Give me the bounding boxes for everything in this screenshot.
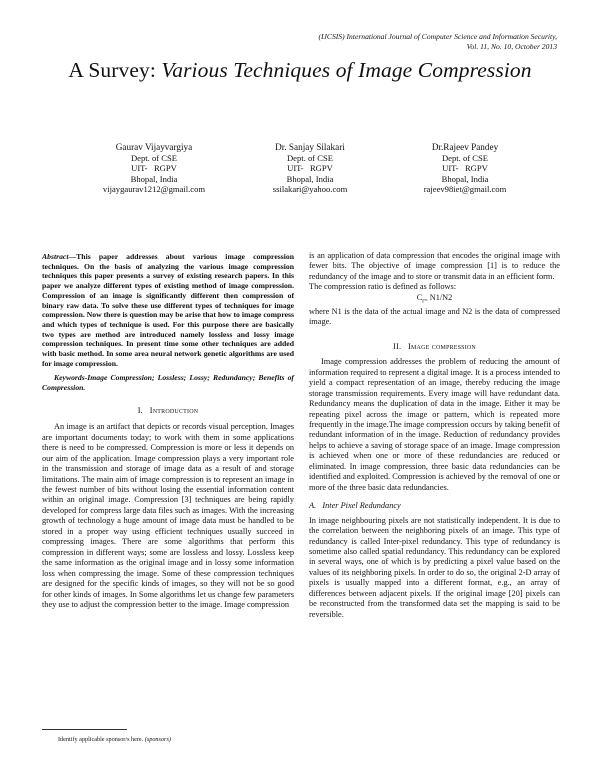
author-block-2 [230,142,390,195]
author-name: Dr.Rajeev Pandey [431,142,499,152]
author-dept: Dept. of CSE [130,152,178,163]
image-compression-body: Image compression addresses the problem of reducing the amount of information required to represent a digital image. It is a process intended to yield a compact representation of an image, thereby reducing the image storage transmission requirements. Every image will have redundant data. Redundancy means the duplication of data in the image. Either it may be repeating pixel across the image or pattern, which is repeated more frequently in the image.The image compression occurs by taking benefit of redundant information of in the image. Reduction of redundancy provides helps to achieve a saving of storage space of an image. Image compression is achieved when one or more of these redundancies are reduced or eliminated. In image compression, three basic data redundancies can be identified and exploited. Compression is achieved by the removal of one or more of the three basic data redundancies. [309,357,560,492]
author-inst: UIT- RGPV [287,163,333,174]
author-name: Dr. Sanjay Silakari [275,142,345,152]
compression-ratio-line: The compression ratio is defined as follows: [309,282,457,292]
introduction-body: An image is an artifact that depicts or records visual perception. Images are important documents today; to work with them in some applications there is need to be compressed. Compression is more or less it depends on our aim of the application. Image compression plays a very important role in the transmission and storage of image data as a result of and storage limitations. The main aim of image compression is to represent an image in the fewest number of bits without losing the essential information content within an original image. Compression [3] techniques are being rapidly developed for compress large data files such as images. With the increasing growth of technology a huge amount of image data must be handled to be stored in a proper way using efficient techniques usually succeed in compressing images. There are some algorithms that perform this compression in different ways; some are lossless and lossy. Lossless keep the same information as the original image and in lossy some information loss when compressing the image. Some of these compression techniques are designed for the specific kinds of images, so they will not be so good for other kinds of images. In Some algorithms let us change few parameters they use to adjust the compression better to the image. Image compression [42,422,294,609]
keywords: Keywords-Image Compression; Lossless; Lossy; Redundancy; Benefits of Compression. [42,373,294,393]
author-email: rajeev98iet@gmail.com [423,184,507,195]
title-prefix: A Survey: [68,58,156,82]
author-dept: Dept. of CSE [441,152,489,163]
abstract [42,252,294,368]
abstract-label: Abstract [42,252,69,261]
footnote-rule [42,729,127,730]
paper-title [0,58,600,83]
author-dept: Dept. of CSE [286,152,334,163]
section-heading-image-compression: II. Image compression [393,341,476,351]
introduction-continued: is an application of data compression that encodes the original image with fewer bits. The objective of image compression [1] is to reduce the redundancy of the image and to store or transmit data in an efficient form. [309,251,560,281]
journal-name: (IJCSIS) International Journal of Computer Science and Information Security, [318,32,557,41]
author-email: vijaygaurav1212@gmail.com [102,184,206,195]
subsection-heading-inter-pixel: A. Inter Pixel Redundancy [309,501,401,511]
abstract-text: —This paper addresses about various image compression techniques. On the basis of analyzing the various image compression techniques this paper presents a survey of existing research papers. In this paper we analyze different types of existing method of image compression. Compression of an image is significantly different then compression of binary raw data. To solve these use different types of techniques for image compression. Now there is question may be arise that how to image compress and which types of technique is used. For this purpose there are basically two types are method are introduced namely lossless and lossy image compression techniques. In present time some other techniques are added with basic method. In some area neural network genetic algorithms are used for image compression. [42,252,294,368]
author-city: Bhopal, India [130,173,178,184]
compression-ratio-formula: $C_{r=}$ N1/N2 [416,292,453,305]
author-block-3 [385,142,545,195]
section-heading-introduction: I. Introduction [137,405,199,415]
author-inst: UIT- RGPV [442,163,488,174]
footnote [58,736,298,743]
footnote-text: Identify applicable sponsor/s here. [58,736,144,743]
author-block-1 [74,142,234,195]
author-inst: UIT- RGPV [131,163,177,174]
author-city: Bhopal, India [286,173,334,184]
journal-header [250,32,557,52]
author-email: ssilakari@yahoo.com [272,184,348,195]
author-name: Gaurav Vijayvargiya [115,142,193,152]
inter-pixel-body: In image neighbouring pixels are not statistically independent. It is due to the correlation between the neighboring pixels of an image. This type of redundancy is called Inter-pixel redundancy. This type of redundancy is sometime also called spatial redundancy. This redundancy can be explored in several ways, one of which is by predicting a pixel value based on the values of its neighboring pixels. In order to do so, the original 2-D array of pixels is usually mapped into a different format, e.g., an array of differences between adjacent pixels. If the original image [20] pixels can be reconstructed from the transformed data set the mapping is said to be reversible. [309,515,560,619]
left-column [42,252,294,610]
footnote-italic: (sponsors) [144,736,171,743]
right-column [309,251,560,620]
formula-explanation: where N1 is the data of the actual image and N2 is the data of compressed image. [309,306,560,327]
title-main: Various Techniques of Image Compression [161,58,532,82]
author-city: Bhopal, India [441,173,489,184]
journal-issue: Vol. 11, No. 10, October 2013 [466,42,557,51]
